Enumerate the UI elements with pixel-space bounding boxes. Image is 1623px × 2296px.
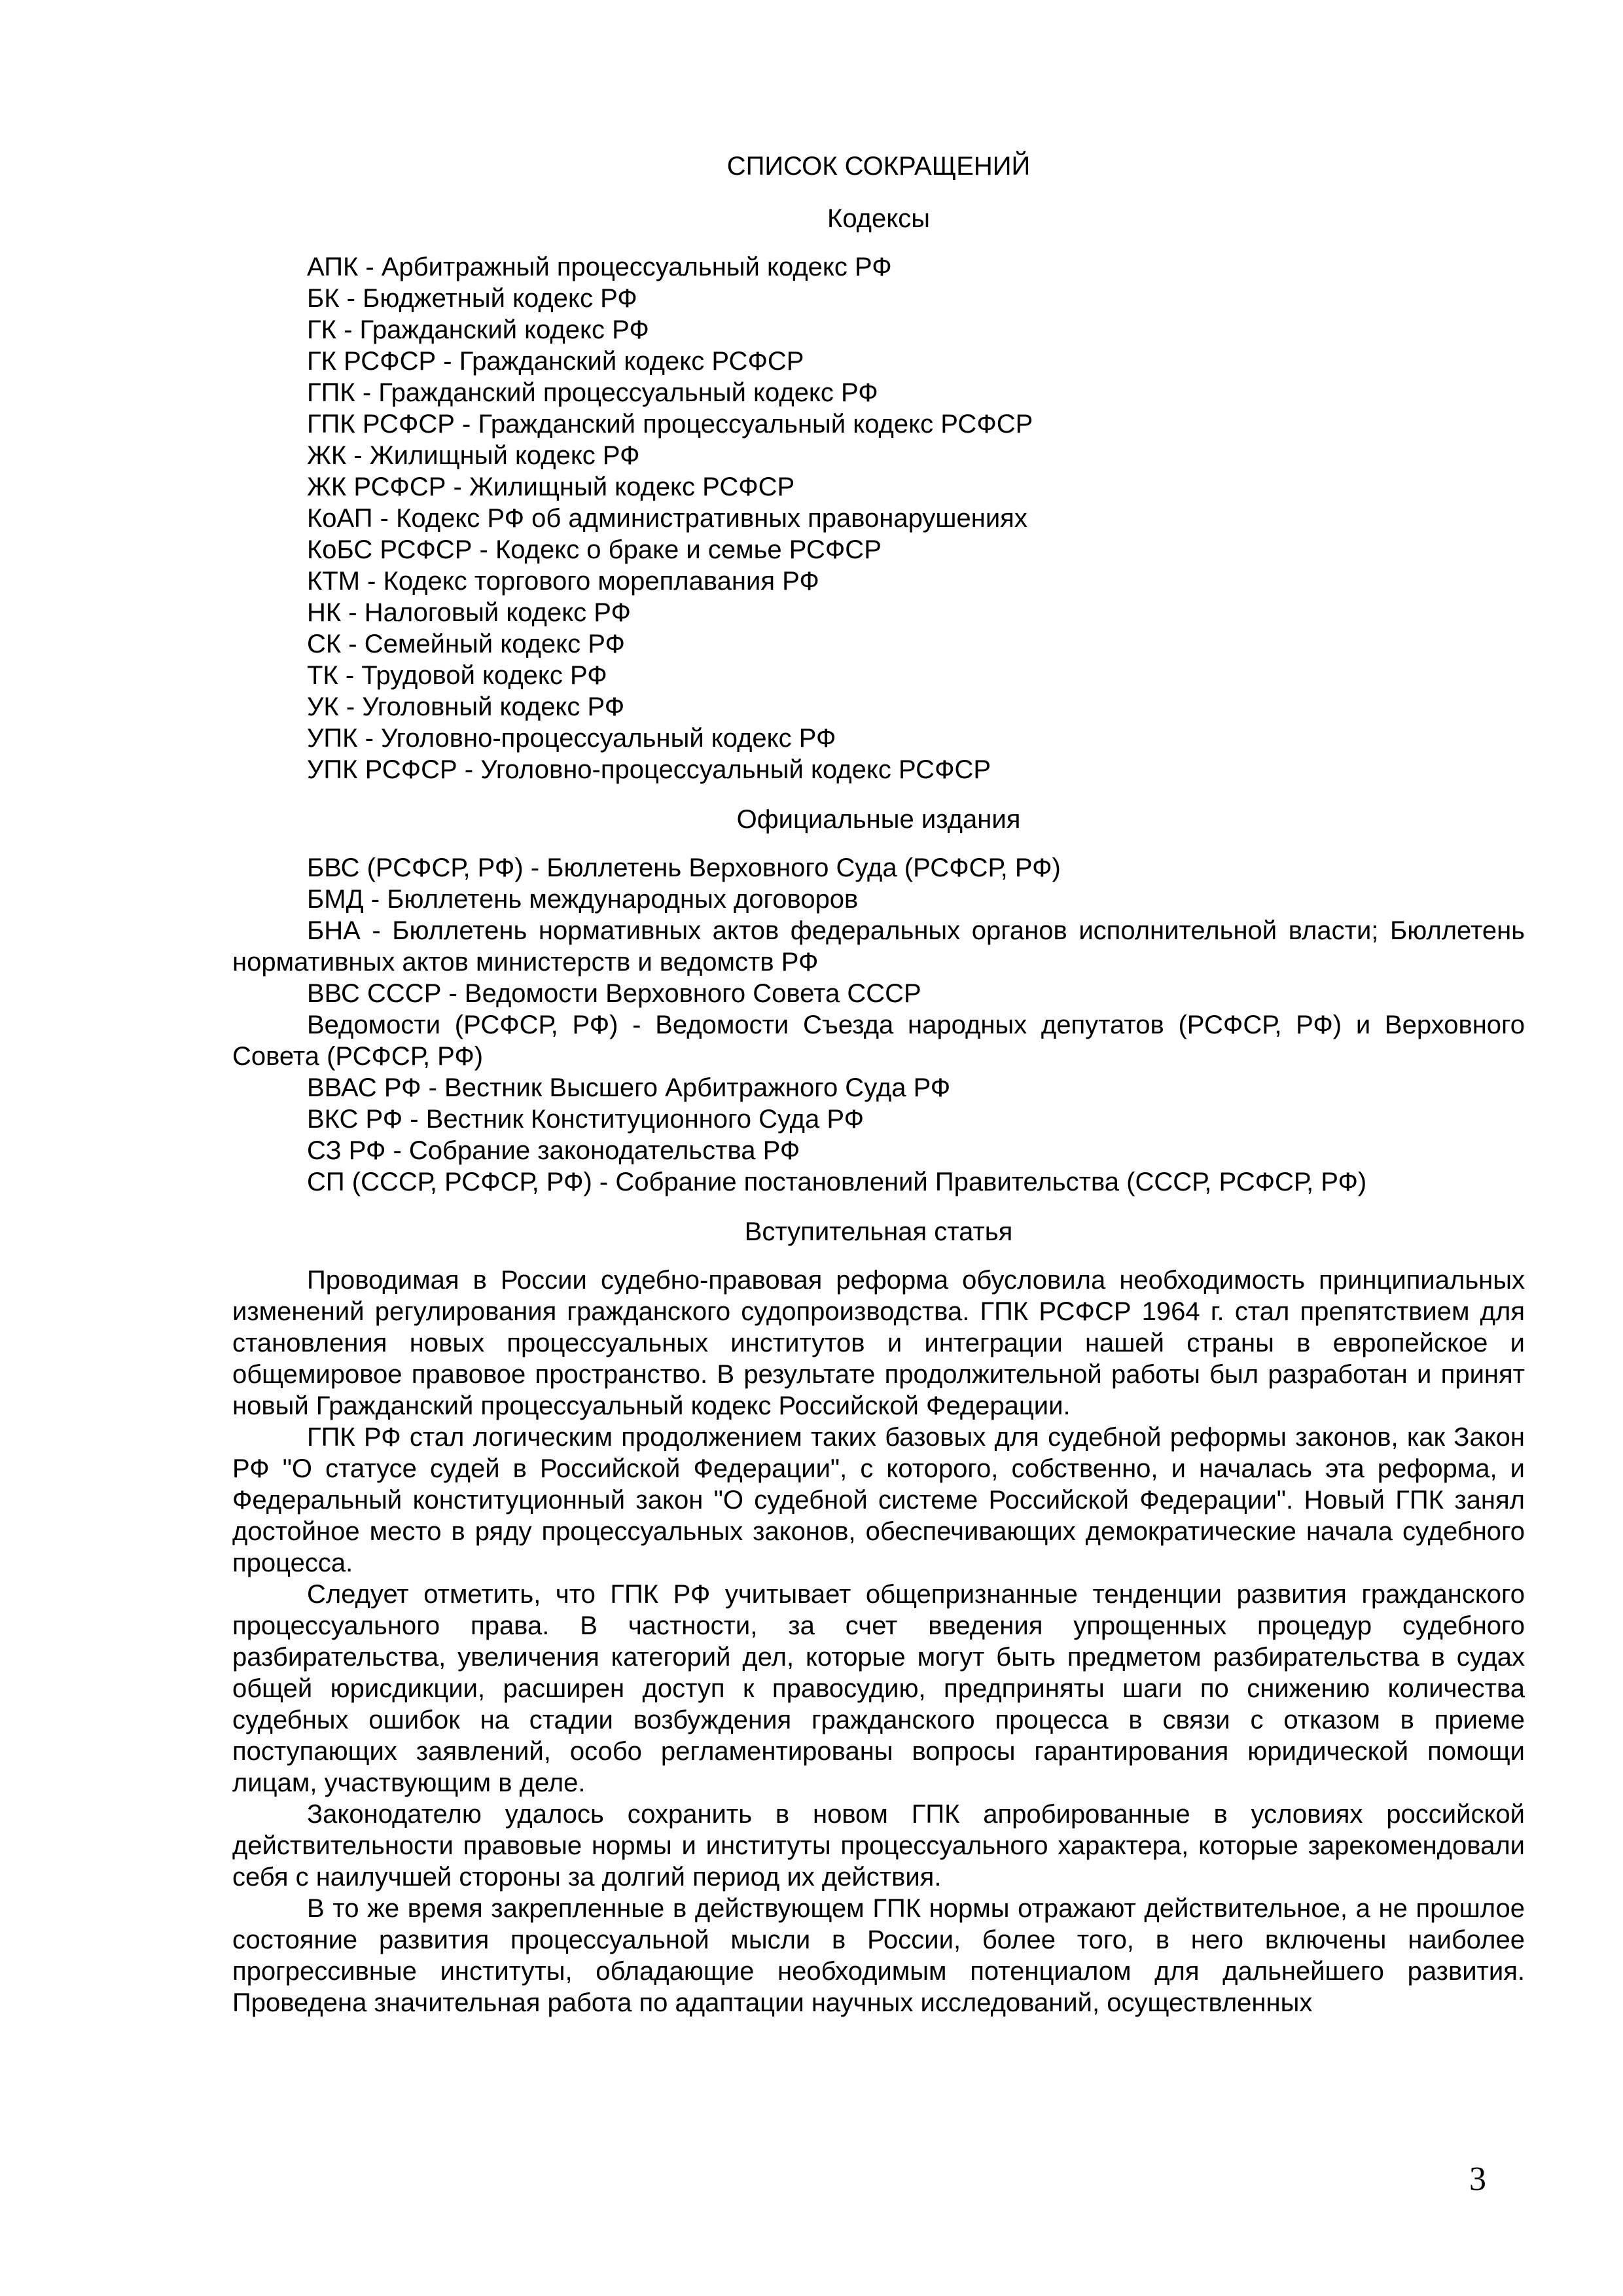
codes-list-item: УПК - Уголовно-процессуальный кодекс РФ (307, 724, 836, 753)
codes-list-item: БК - Бюджетный кодекс РФ (307, 284, 637, 313)
introduction-paragraph: Законодателю удалось сохранить в новом ГПК апробированные в условиях российской действительности правовые нормы и институты процессуального характера, которые зарекомендовали себя с наилучшей стороны за долгий период их действия. (232, 1800, 1525, 1892)
codes-list-item: КТМ - Кодекс торгового мореплавания РФ (307, 567, 819, 596)
publications-list-item: СЗ РФ - Собрание законодательства РФ (307, 1136, 800, 1165)
document-page (232, 151, 1525, 2018)
introduction-body (232, 1265, 1525, 2018)
publications-list-item: ВВАС РФ - Вестник Высшего Арбитражного Суда РФ (307, 1073, 951, 1102)
publications-heading: Официальные издания (736, 805, 1021, 834)
codes-list-item: ЖК РСФСР - Жилищный кодекс РСФСР (307, 473, 795, 501)
codes-list-item: УПК РСФСР - Уголовно-процессуальный кодекс РСФСР (307, 755, 991, 784)
introduction-paragraph: Следует отметить, что ГПК РФ учитывает общепризнанные тенденции развития гражданского процессуального права. В частности, за счет введения упрощенных процедур судебного разбирательства, увеличения категорий дел, которые могут быть предметом разбирательства в судах общей юрисдикции, расширен доступ к правосудию, предприняты шаги по снижению количества судебных ошибок на стадии возбуждения гражданского процесса в связи с отказом в приеме поступающих заявлений, особо регламентированы вопросы гарантирования юридической помощи лицам, участвующим в деле. (232, 1580, 1525, 1797)
publications-list-item: БВС (РСФСР, РФ) - Бюллетень Верховного Суда (РСФСР, РФ) (307, 853, 1061, 882)
codes-list-item: СК - Семейный кодекс РФ (307, 630, 625, 658)
codes-list-item: АПК - Арбитражный процессуальный кодекс РФ (307, 253, 892, 281)
codes-heading: Кодексы (827, 204, 930, 233)
publications-list-item: СП (СССР, РСФСР, РФ) - Собрание постановлений Правительства (СССР, РСФСР, РФ) (307, 1168, 1367, 1196)
publications-list (232, 852, 1525, 1198)
introduction-paragraph: Проводимая в России судебно-правовая реформа обусловила необходимость принципиальных изменений регулирования гражданского судопроизводства. ГПК РСФСР 1964 г. стал препятствием для становления новых процессуальных институтов и интеграции нашей страны в европейское и общемировое правовое пространство. В результате продолжительной работы был разработан и принят новый Гражданский процессуальный кодекс Российской Федерации. (232, 1266, 1525, 1420)
introduction-paragraph: В то же время закрепленные в действующем ГПК нормы отражают действительное, а не прошлое состояние развития процессуальной мысли в России, более того, в него включены наиболее прогрессивные институты, обладающие необходимым потенциалом для дальнейшего развития. Проведена значительная работа по адаптации научных исследований, осуществленных (232, 1894, 1525, 2017)
codes-list-item: КоАП - Кодекс РФ об административных правонарушениях (307, 504, 1027, 533)
codes-list-item: ГК РСФСР - Гражданский кодекс РСФСР (307, 347, 804, 376)
codes-list-item: ГПК - Гражданский процессуальный кодекс РФ (307, 378, 878, 407)
introduction-paragraph: ГПК РФ стал логическим продолжением таких базовых для судебной реформы законов, как Закон РФ "О статусе судей в Российской Федерации", с которого, собственно, и началась эта реформа, и Федеральный конституционный закон "О судебной системе Российской Федерации". Новый ГПК занял достойное место в ряду процессуальных законов, обеспечивающих демократические начала судебного процесса. (232, 1423, 1525, 1577)
codes-list-item: КоБС РСФСР - Кодекс о браке и семье РСФСР (307, 535, 882, 564)
publications-list-item: БНА - Бюллетень нормативных актов федеральных органов исполнительной власти; Бюллетень нормативных актов министерств и ведомств РФ (232, 916, 1525, 977)
document-title: СПИСОК СОКРАЩЕНИЙ (726, 152, 1031, 181)
page-number: 3 (1469, 2161, 1486, 2198)
codes-list-item: ГК - Гражданский кодекс РФ (307, 315, 649, 344)
publications-list-item: Ведомости (РСФСР, РФ) - Ведомости Съезда народных депутатов (РСФСР, РФ) и Верховного Совета (РСФСР, РФ) (232, 1011, 1525, 1071)
introduction-heading: Вступительная статья (744, 1217, 1013, 1246)
codes-list-item: ГПК РСФСР - Гражданский процессуальный кодекс РСФСР (307, 410, 1033, 439)
publications-list-item: ВВС СССР - Ведомости Верховного Совета СССР (307, 979, 921, 1008)
codes-list-item: НК - Налоговый кодекс РФ (307, 598, 631, 627)
codes-list-item: УК - Уголовный кодекс РФ (307, 692, 625, 721)
publications-list-item: БМД - Бюллетень международных договоров (307, 885, 859, 914)
codes-list (232, 251, 1525, 785)
codes-list-item: ТК - Трудовой кодекс РФ (307, 661, 607, 690)
codes-list-item: ЖК - Жилищный кодекс РФ (307, 441, 640, 470)
publications-list-item: ВКС РФ - Вестник Конституционного Суда РФ (307, 1105, 864, 1134)
